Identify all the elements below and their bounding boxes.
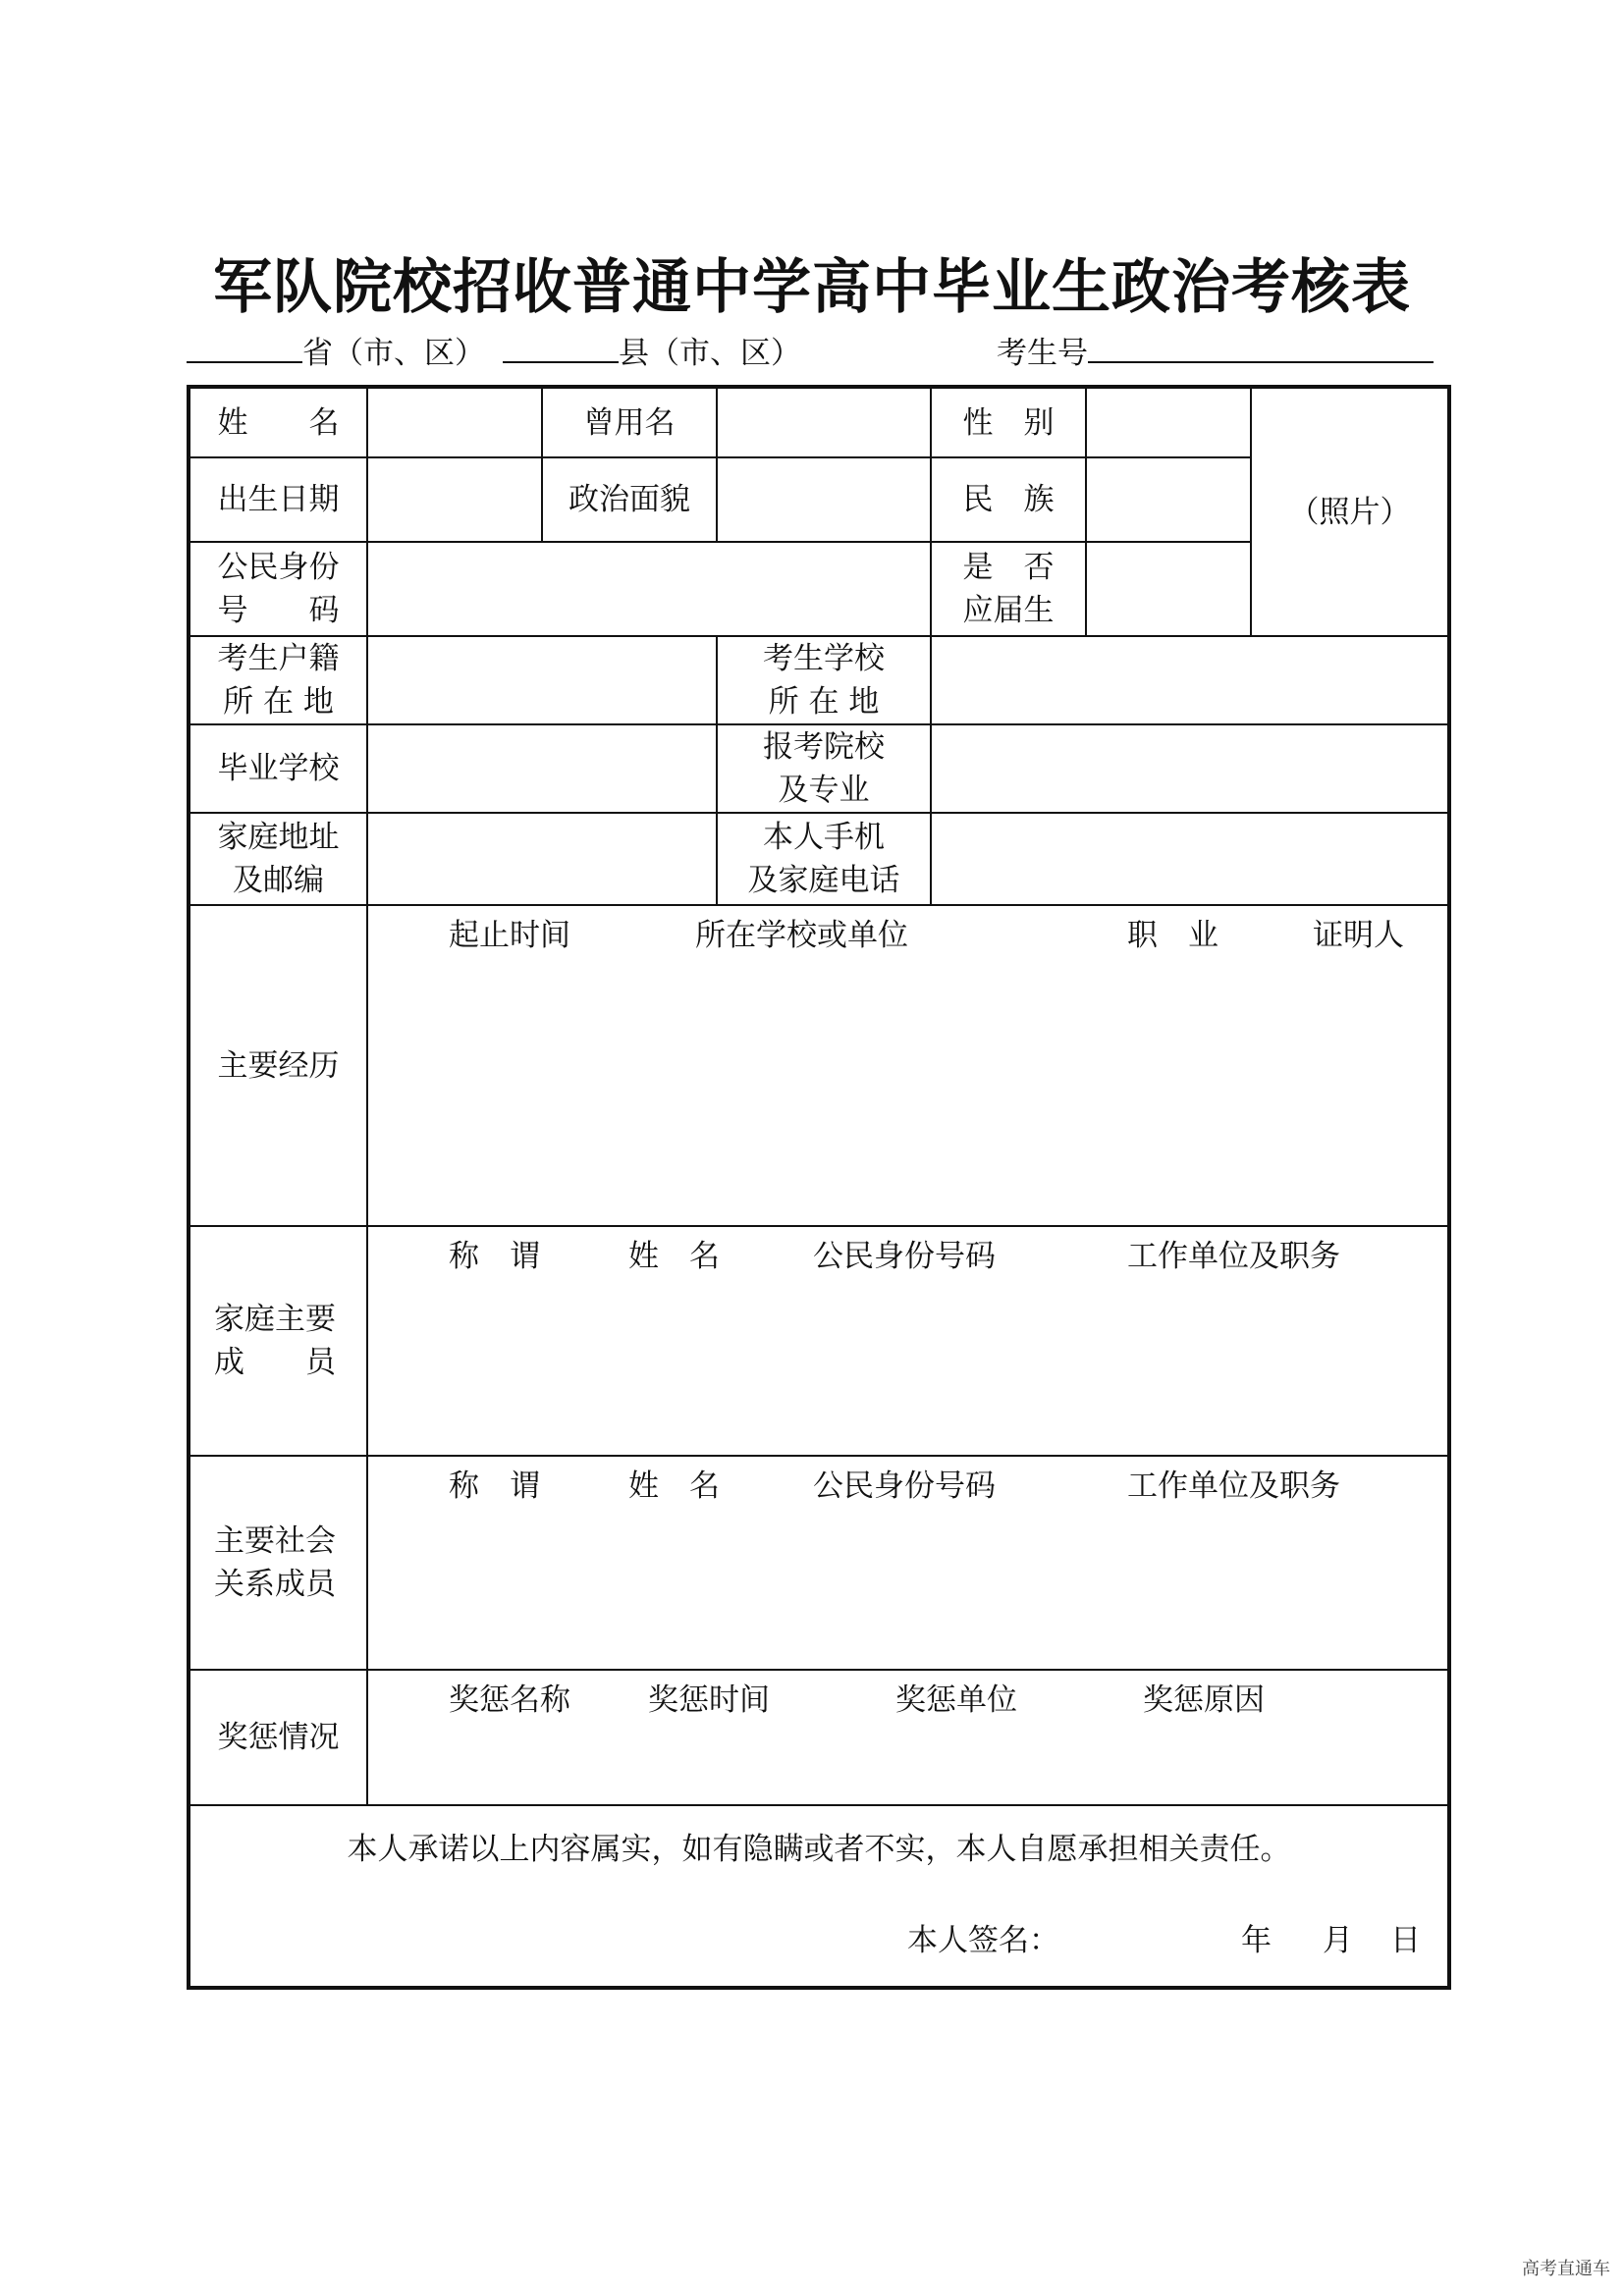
experience-label: 主要经历 [189, 905, 367, 1226]
province-field [187, 332, 485, 371]
province-blank[interactable] [187, 332, 302, 363]
rewards-header: 奖惩原因 [1143, 1682, 1265, 1718]
experience-header: 职 业 [1127, 918, 1218, 953]
experience-headers [368, 906, 1447, 965]
exam-no-label: 考生号 [997, 336, 1088, 371]
birth-date-input[interactable] [367, 457, 542, 542]
year-label: 年 [1241, 1923, 1272, 1958]
experience-area[interactable] [367, 905, 1449, 1226]
page-title: 军队院校招收普通中学高中毕业生政治考核表 [213, 253, 1411, 322]
social-header: 姓 名 [628, 1468, 720, 1504]
id-number-input[interactable] [367, 542, 931, 636]
graduation-school-input[interactable] [367, 724, 717, 813]
signature-label: 本人签名： [907, 1923, 1059, 1958]
promise-area [189, 1805, 1449, 1988]
rewards-label: 奖惩情况 [189, 1670, 367, 1805]
rewards-header: 奖惩单位 [895, 1682, 1017, 1718]
home-address-input[interactable] [367, 813, 717, 905]
rewards-header: 奖惩时间 [648, 1682, 770, 1718]
ethnicity-input[interactable] [1086, 457, 1251, 542]
family-header: 工作单位及职务 [1127, 1239, 1340, 1274]
photo-box[interactable] [1251, 387, 1449, 636]
social-header: 公民身份号码 [813, 1468, 996, 1504]
family-header: 姓 名 [628, 1239, 720, 1274]
experience-header: 起止时间 [449, 918, 570, 953]
experience-header: 证明人 [1313, 918, 1404, 953]
school-location-label: 考生学校 所 在 地 [717, 636, 931, 724]
id-number-label: 公民身份 号 码 [189, 542, 367, 636]
experience-header: 所在学校或单位 [695, 918, 908, 953]
home-address-label: 家庭地址 及邮编 [189, 813, 367, 905]
former-name-input[interactable] [717, 387, 931, 457]
family-label: 家庭主要 成 员 [189, 1226, 367, 1456]
birth-date-label: 出生日期 [189, 457, 367, 542]
county-field [503, 332, 801, 371]
graduation-school-label: 毕业学校 [189, 724, 367, 813]
rewards-area[interactable] [367, 1670, 1449, 1805]
household-location-input[interactable] [367, 636, 717, 724]
gender-input[interactable] [1086, 387, 1251, 457]
exam-no-field [997, 332, 1434, 371]
photo-label: （照片） [1288, 494, 1411, 530]
phone-input[interactable] [931, 813, 1449, 905]
name-input[interactable] [367, 387, 542, 457]
social-headers [368, 1457, 1447, 1516]
review-form-table [187, 385, 1451, 1990]
social-label: 主要社会 关系成员 [189, 1456, 367, 1670]
county-blank[interactable] [503, 332, 619, 363]
province-label: 省（市、区） [302, 336, 485, 371]
family-header: 称 谓 [449, 1239, 540, 1274]
day-label: 日 [1390, 1923, 1421, 1958]
ethnicity-label: 民 族 [931, 457, 1086, 542]
county-label: 县（市、区） [619, 336, 801, 371]
social-header: 工作单位及职务 [1127, 1468, 1340, 1504]
former-name-label: 曾用名 [542, 387, 717, 457]
political-status-input[interactable] [717, 457, 931, 542]
applied-school-input[interactable] [931, 724, 1449, 813]
exam-no-blank[interactable] [1088, 332, 1434, 363]
name-label: 姓 名 [189, 387, 367, 457]
gender-label: 性 别 [931, 387, 1086, 457]
social-header: 称 谓 [449, 1468, 540, 1504]
family-header: 公民身份号码 [813, 1239, 996, 1274]
rewards-header: 奖惩名称 [449, 1682, 570, 1718]
school-location-input[interactable] [931, 636, 1449, 724]
social-area[interactable] [367, 1456, 1449, 1670]
promise-text: 本人承诺以上内容属实，如有隐瞒或者不实，本人自愿承担相关责任。 [347, 1832, 1291, 1867]
family-headers [368, 1227, 1447, 1286]
month-label: 月 [1323, 1923, 1353, 1958]
household-location-label: 考生户籍 所 在 地 [189, 636, 367, 724]
family-area[interactable] [367, 1226, 1449, 1456]
current-graduate-input[interactable] [1086, 542, 1251, 636]
phone-label: 本人手机 及家庭电话 [717, 813, 931, 905]
applied-school-label: 报考院校 及专业 [717, 724, 931, 813]
current-graduate-label: 是 否 应届生 [931, 542, 1086, 636]
watermark: 高考直通车 [1522, 2259, 1610, 2279]
rewards-headers [368, 1671, 1447, 1730]
political-status-label: 政治面貌 [542, 457, 717, 542]
